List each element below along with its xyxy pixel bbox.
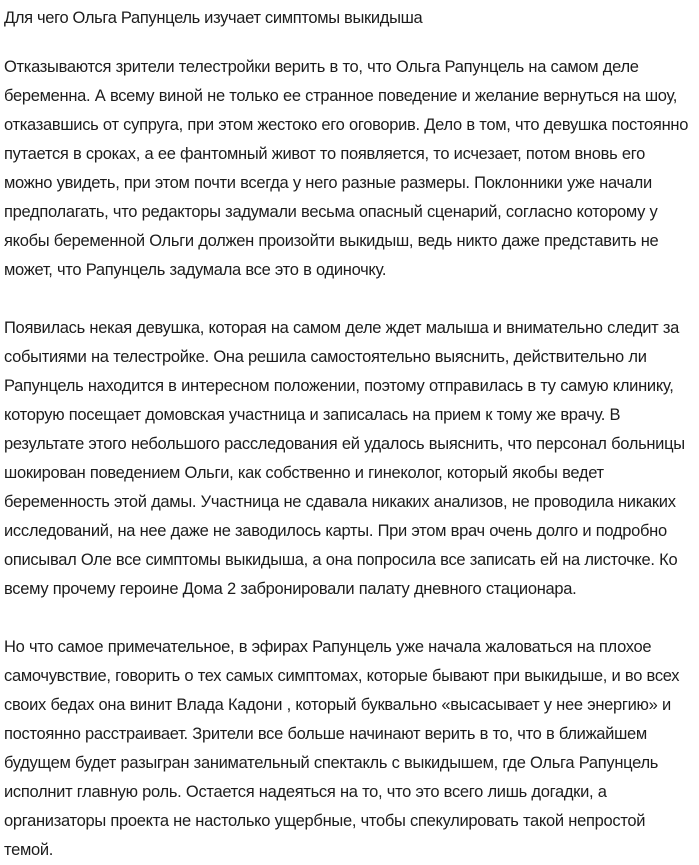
page-title: Для чего Ольга Рапунцель изучает симптомы выкидыша	[4, 9, 423, 27]
article-body	[4, 53, 693, 865]
article-paragraph: Отказываются зрители телестройки верить в то, что Ольга Рапунцель на самом деле беременна. А всему виной не только ее странное поведение и желание вернуться на шоу, отказавшись от супруга, при этом жестоко его оговорив. Дело в том, что девушка постоянно путается в сроках, а ее фантомный живот то появляется, то исчезает, потом вновь его можно увидеть, при этом почти всегда у него разные размеры. Поклонники уже начали предполагать, что редакторы задумали весьма опасный сценарий, согласно которому у якобы беременной Ольги должен произойти выкидыш, ведь никто даже представить не может, что Рапунцель задумала все это в одиночку.	[4, 58, 689, 279]
article-paragraph: Появилась некая девушка, которая на самом деле ждет малыша и внимательно следит за событиями на телестройке. Она решила самостоятельно выяснить, действительно ли Рапунцель находится в интересном положении, поэтому отправилась в ту самую клинику, которую посещает домовская участница и записалась на прием к тому же врачу. В результате этого небольшого расследования ей удалось выяснить, что персонал больницы шокирован поведением Ольги, как собственно и гинеколог, который якобы ведет беременность этой дамы. Участница не сдавала никаких анализов, не проводила никаких исследований, на нее даже не заводилось карты. При этом врач очень долго и подробно описывал Оле все симптомы выкидыша, а она попросила все записать ей на листочке. Ко всему прочему героине Дома 2 забронировали палату дневного стационара.	[4, 319, 685, 598]
article-paragraph: Но что самое примечательное, в эфирах Рапунцель уже начала жаловаться на плохое самочувствие, говорить о тех самых симптомах, которые бывают при выкидыше, и во всех своих бедах она винит Влада Кадони , который буквально «высасывает у нее энергию» и постоянно расстраивает. Зрители все больше начинают верить в то, что в ближайшем будущем будет разыгран занимательный спектакль с выкидышем, где Ольга Рапунцель исполнит главную роль. Остается надеяться на то, что это всего лишь догадки, а организаторы проекта не настолько ущербные, чтобы спекулировать такой непростой темой.	[4, 638, 680, 859]
